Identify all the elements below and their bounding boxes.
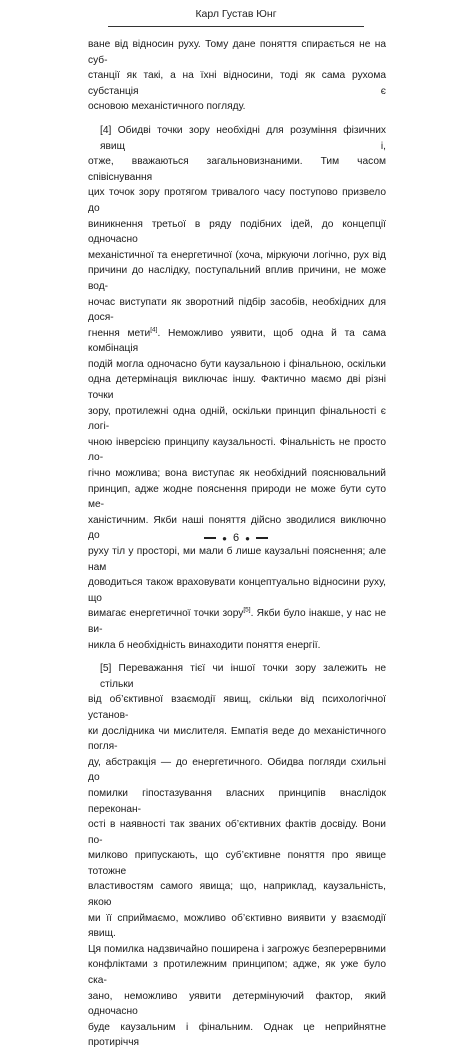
text-line	[88, 466, 386, 482]
text-line	[88, 37, 386, 68]
text-line	[88, 154, 386, 185]
text-line-main: конфліктами з протилежним принципом; адже, як уже було ска-	[88, 959, 386, 987]
text-line-main: ване від відносин руху. Тому дане поняття спирається не на суб-	[88, 39, 386, 66]
footnote-ref[interactable]: [4]	[150, 326, 158, 334]
text-line	[88, 989, 386, 1020]
text-line	[88, 435, 386, 466]
text-line-main: подій могла одночасно бути каузальною і фінальною, оскільки	[88, 358, 386, 370]
text-line	[88, 942, 386, 958]
page-number: 6	[232, 532, 240, 544]
text-line-main: від об’єктивної взаємодії явищ, скільки від психологічної установ-	[88, 694, 386, 721]
text-line	[88, 68, 386, 99]
text-line-main: основою механістичного погляду.	[88, 101, 246, 113]
text-line-main: властивостям самого явища; що, наприклад, каузальність, якою	[88, 881, 386, 909]
header-rule	[108, 26, 364, 27]
text-line-main: чною інверсією принципу каузальності. Фінальність не просто ло-	[88, 436, 386, 464]
text-line-main: принцип, адже жодне пояснення природи не може бути суто ме-	[88, 483, 386, 511]
text-line	[88, 544, 386, 575]
text-line	[88, 217, 386, 248]
running-header: Карл Густав Юнг	[195, 8, 277, 20]
text-line-main: буде каузальним і фінальним. Однак це неприйнятне протиріччя	[88, 1021, 386, 1049]
text-line	[88, 786, 386, 817]
text-line	[88, 911, 386, 942]
text-line-tail: . Неможливо уявити, щоб одна й та сама комбінація	[88, 327, 386, 355]
text-line	[88, 295, 386, 326]
body-text	[88, 37, 386, 1051]
text-line-main: гнення мети	[88, 327, 151, 339]
text-line-main: виникнення третьої в ряду подібних ідей, до концепції одночасно	[88, 218, 386, 246]
text-line	[88, 848, 386, 879]
text-line-main: милково припускають, що суб’єктивне поняття про явище тотожне	[88, 850, 386, 877]
text-line	[88, 482, 386, 513]
text-line-main: зано, неможливо уявити детермінуючий фактор, який одночасно	[88, 990, 386, 1018]
text-line-main: помилки гіпостазування власних принципів внаслідок переконан-	[88, 787, 386, 815]
text-line	[88, 372, 386, 403]
footer-dash-left	[204, 537, 216, 539]
text-line	[88, 123, 386, 154]
text-line	[88, 326, 386, 357]
text-line-main: одна детермінація виключає іншу. Фактично маємо дві різні точки	[88, 374, 386, 402]
text-line	[88, 575, 386, 606]
text-line-main: цих точок зору протягом тривалого часу поступово призвело до	[88, 187, 386, 214]
text-line-main: гічно можлива; вона виступає як необхідний пояснювальний	[88, 468, 386, 480]
text-line	[88, 661, 386, 692]
text-line	[88, 357, 386, 373]
text-line-main: ості в наявності так званих об’єктивних фактів досвіду. Вони по-	[88, 819, 386, 846]
text-line-main: никла б необхідність винаходити поняття енергії.	[88, 639, 321, 651]
text-line	[88, 638, 386, 654]
text-line	[88, 957, 386, 988]
text-line	[88, 692, 386, 723]
text-line-main: ханістичним. Якби наші поняття дійсно зводилися виключно до	[88, 514, 386, 542]
footer-dash-right	[256, 537, 268, 539]
text-line	[88, 724, 386, 755]
text-line-main: отже, вважаються загальновизнаними. Тим часом співіснування	[88, 156, 386, 183]
text-line-main: ки дослідника чи мислителя. Емпатія веде до механістичного погля-	[88, 725, 386, 753]
text-line	[88, 817, 386, 848]
text-line-main: причини до наслідку, поступальний вплив причини, не може вод-	[88, 265, 386, 292]
page-footer	[0, 532, 472, 544]
text-line-main: вимагає енергетичної точки зору	[88, 608, 244, 620]
text-line	[88, 404, 386, 435]
text-line	[88, 185, 386, 216]
text-line	[88, 879, 386, 910]
text-line-main: Ця помилка надзвичайно поширена і загрожує безперервними	[88, 943, 386, 955]
text-line	[88, 99, 386, 115]
text-line-main: механістичної та енергетичної (хоча, міркуючи логічно, рух від	[88, 249, 386, 261]
text-line	[88, 606, 386, 637]
footer-bullet-right: ●	[245, 533, 250, 543]
text-line-main: [5] Переважання тієї чи іншої точки зору залежить не стільки	[100, 663, 386, 690]
text-line-main: станції як такі, а на їхні відносини, тоді як сама рухома субстанція є	[88, 70, 386, 97]
text-line-main: доводиться також враховувати концептуально відносини руху, що	[88, 577, 386, 604]
text-line	[88, 263, 386, 294]
text-line-main: ночас виступати як зворотний підбір засобів, необхідних для дося-	[88, 296, 386, 324]
footnote-ref[interactable]: [5]	[243, 606, 251, 614]
text-line	[88, 755, 386, 786]
text-line-main: руху тіл у просторі, ми мали б лише каузальні пояснення; але нам	[88, 546, 386, 573]
text-line-main: ду, абстракція — до енергетичного. Обидва погляди схильні до	[88, 756, 386, 784]
text-line	[88, 248, 386, 264]
footer-bullet-left: ●	[222, 533, 227, 543]
text-line	[88, 1020, 386, 1051]
text-line-main: ми її сприймаємо, можливо об’єктивно виявити у взаємодії явищ.	[88, 912, 386, 940]
text-line-tail: . Якби було інакше, у нас не ви-	[88, 608, 386, 635]
text-line-main: зору, протилежні одна одній, оскільки принцип фінальності є логі-	[88, 405, 386, 433]
text-line-main: [4] Обидві точки зору необхідні для розуміння фізичних явищ і,	[100, 124, 386, 152]
